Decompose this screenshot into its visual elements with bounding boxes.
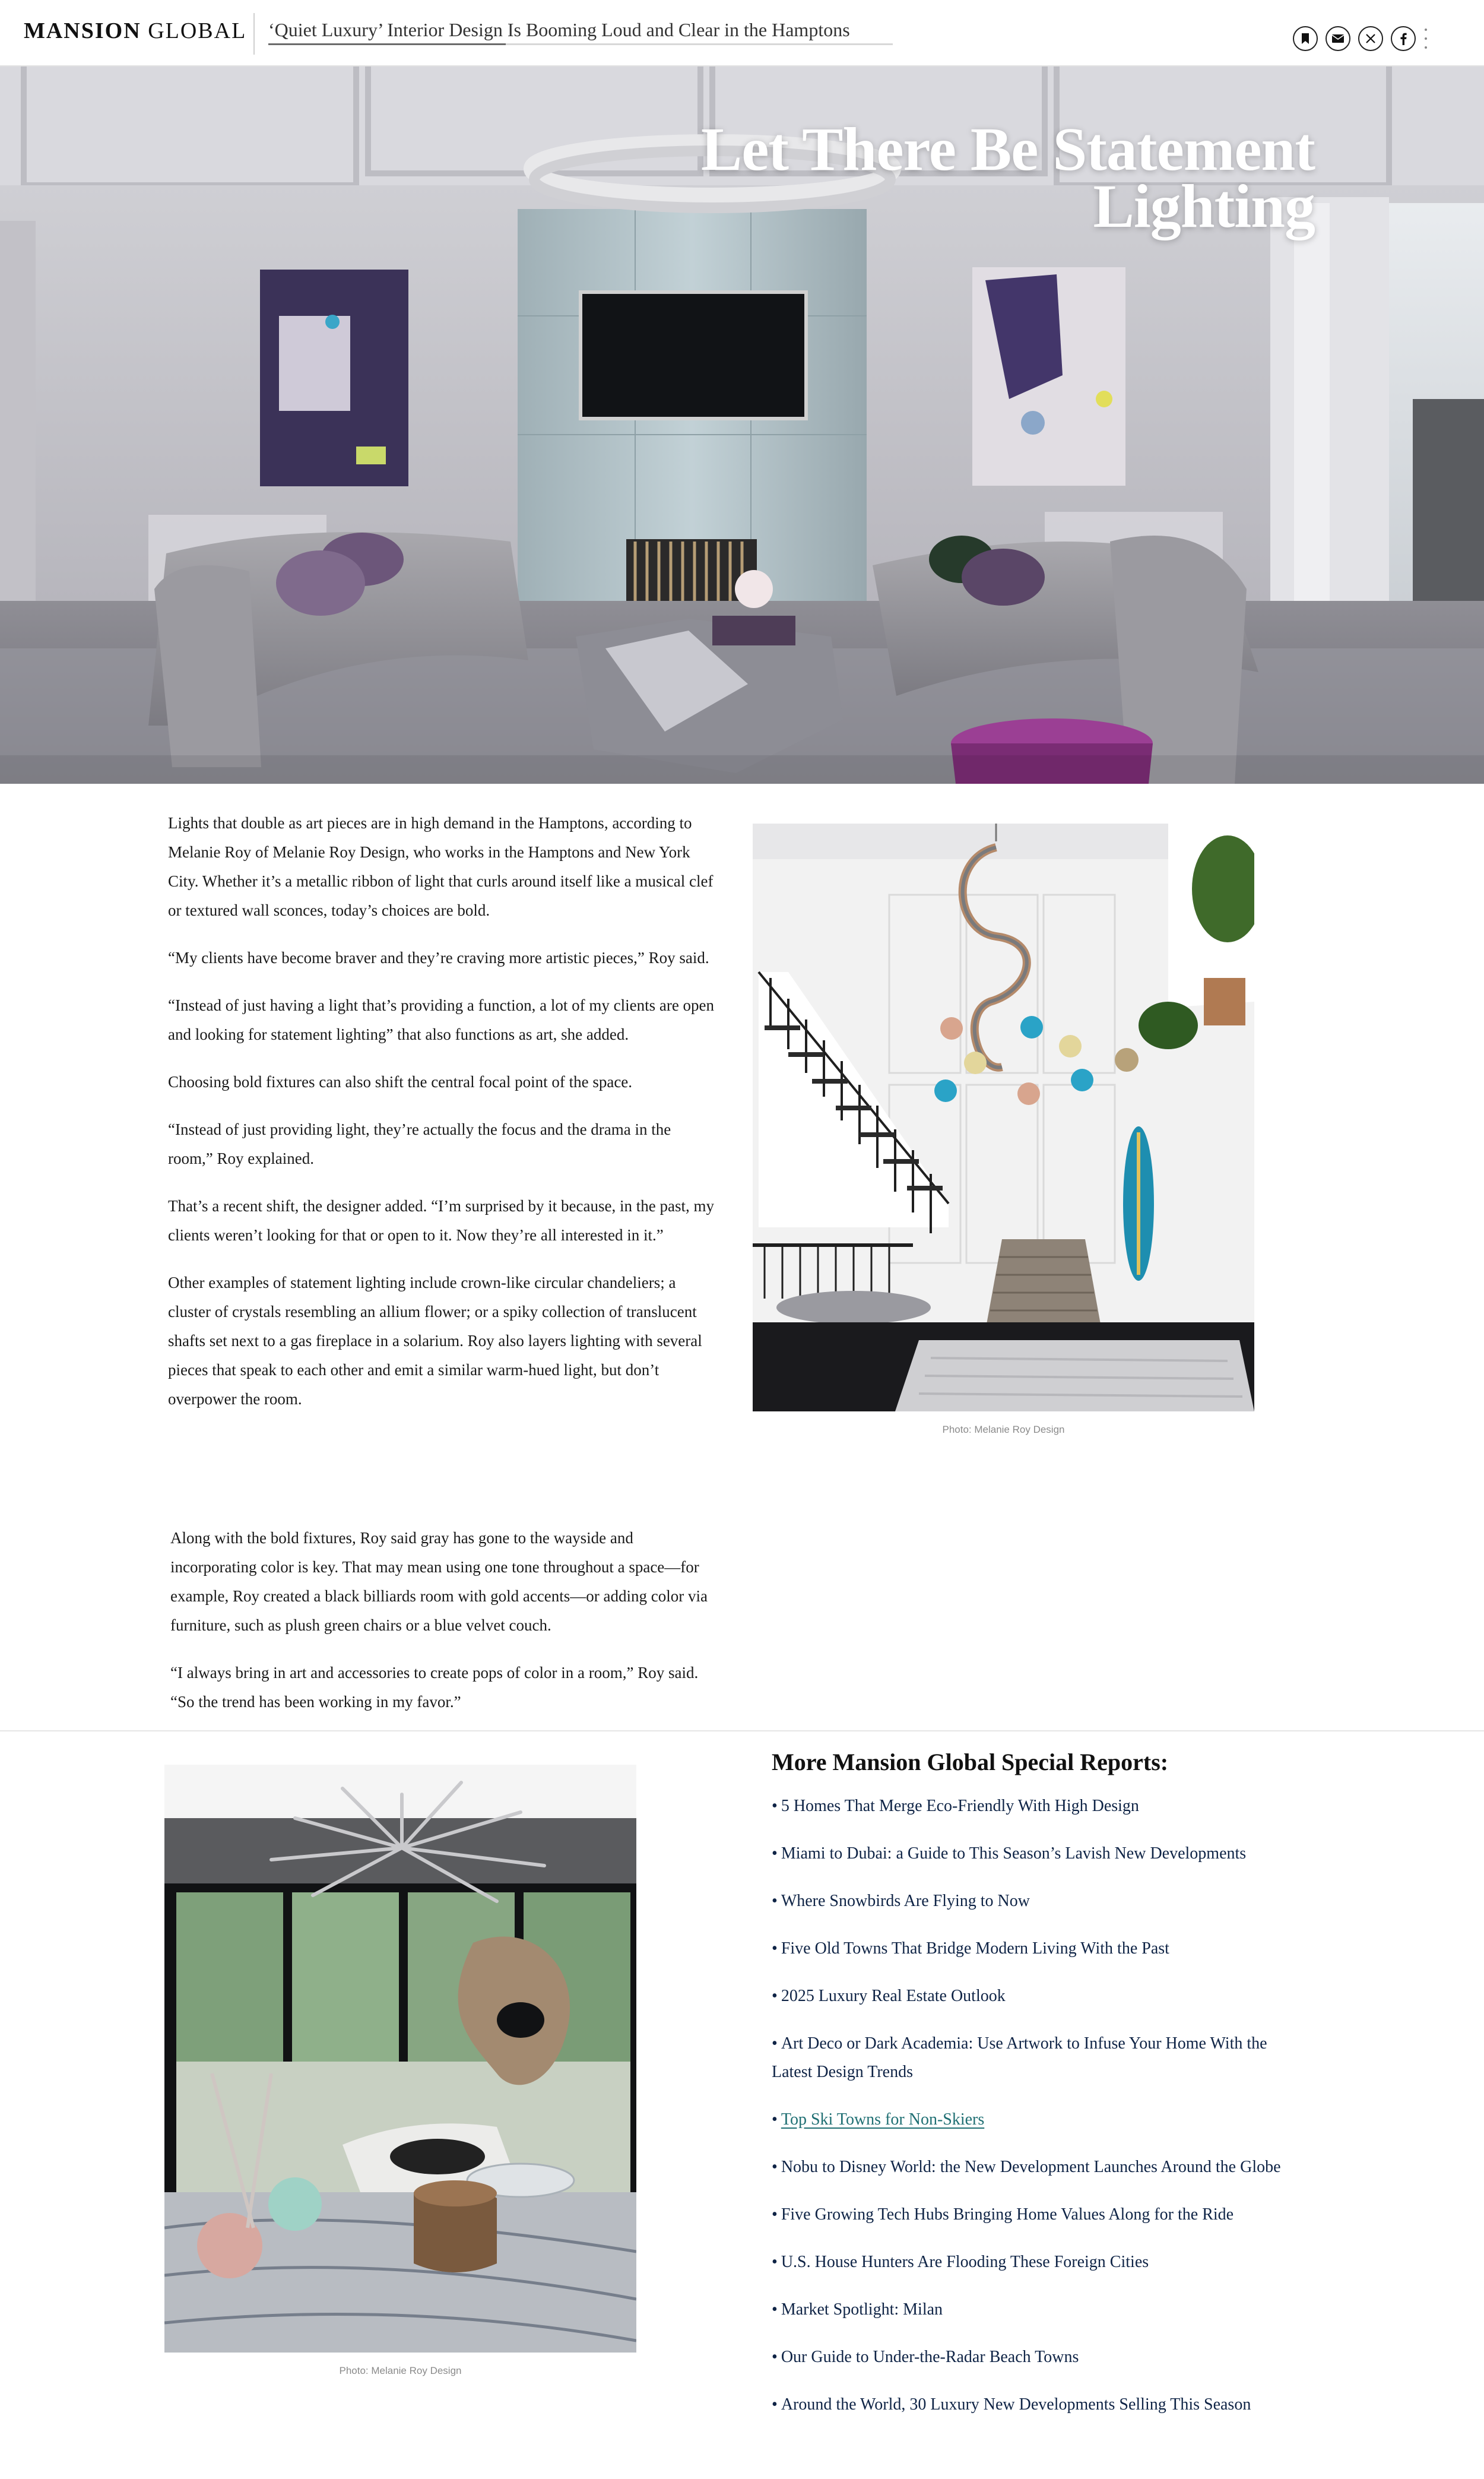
report-link-item (772, 2248, 1306, 2277)
x-icon (1365, 33, 1376, 44)
report-link-item (772, 1887, 1306, 1916)
article-body-bottom (170, 1524, 715, 1735)
email-share-button[interactable] (1326, 26, 1350, 51)
report-link-item (772, 1792, 1306, 1821)
report-link-item (772, 2391, 1306, 2419)
report-link[interactable]: Miami to Dubai: a Guide to This Season’s Lavish New Developments (781, 1844, 1247, 1863)
bookmark-button[interactable] (1293, 26, 1318, 51)
report-link[interactable]: Around the World, 30 Luxury New Developments Selling This Season (781, 2395, 1251, 2414)
more-reports-list (772, 1792, 1306, 2438)
report-link[interactable]: 5 Homes That Merge Eco-Friendly With High Design (781, 1797, 1139, 1815)
report-link[interactable]: Nobu to Disney World: the New Development Launches Around the Globe (781, 2158, 1281, 2176)
bullet: • (772, 1987, 778, 2005)
article-paragraph: “Instead of just providing light, they’re actually the focus and the drama in the room,” Roy explained. (168, 1120, 671, 1167)
article-paragraph: Other examples of statement lighting include crown-like circular chandeliers; a cluster of crystals resembling an allium flower; or a spiky collection of translucent shafts set next to a gas fireplace in a solarium. Roy also layers lighting with several pieces that speak to each other and emit a similar warm-hued light, but don’t overpower the room. (168, 1274, 702, 1408)
bullet: • (772, 2395, 778, 2414)
staircase-photo[interactable] (753, 824, 1254, 1411)
bullet: • (772, 2158, 778, 2176)
report-link-item (772, 2201, 1306, 2229)
header-divider (253, 13, 255, 55)
more-reports-heading: More Mansion Global Special Reports: (772, 1749, 1169, 1775)
bullet: • (772, 1892, 778, 1910)
report-link[interactable]: Market Spotlight: Milan (781, 2300, 943, 2319)
report-link-item (772, 1982, 1306, 2011)
bullet: • (772, 2253, 778, 2271)
logo-bold-text: MANSION (24, 18, 141, 43)
reading-progress-bar (268, 43, 893, 45)
bullet: • (772, 1844, 778, 1863)
report-link-item (772, 2296, 1306, 2324)
article-paragraph: “I always bring in art and accessories to create pops of color in a room,” Roy said. “So the trend has been working in my favor.” (170, 1664, 699, 1711)
report-link-item (772, 1840, 1306, 1868)
bookmark-icon (1301, 33, 1310, 45)
report-link-item (772, 1935, 1306, 1963)
header-article-title: ‘Quiet Luxury’ Interior Design Is Booming Loud and Clear in the Hamptons (268, 19, 850, 40)
article-paragraph: “Instead of just having a light that’s providing a function, a lot of my clients are open and looking for statement lighting” that also functions as art, she added. (168, 996, 715, 1043)
article-paragraph: Lights that double as art pieces are in high demand in the Hamptons, according to Melanie Roy of Melanie Roy Design, who works in the Hamptons and New York City. Whether it’s a metallic ribbon of light that curls around itself like a musical clef or textured wall sconces, today’s choices are bold. (168, 814, 714, 919)
more-icon-dot (1425, 46, 1427, 49)
email-icon (1331, 34, 1345, 43)
reading-progress-fill (268, 43, 506, 45)
article-paragraph: Along with the bold fixtures, Roy said gray has gone to the wayside and incorporating color is key. That may mean using one tone throughout a space—for example, Roy created a black billiards room with gold accents—or adding color via furniture, such as plush green chairs or a blue velvet couch. (170, 1529, 708, 1634)
site-logo[interactable] (24, 18, 246, 44)
report-link[interactable]: Our Guide to Under-the-Radar Beach Towns (781, 2348, 1079, 2366)
report-link[interactable]: Top Ski Towns for Non-Skiers (781, 2110, 985, 2129)
bullet: • (772, 1939, 778, 1958)
article-paragraph: That’s a recent shift, the designer added. “I’m surprised by it because, in the past, my clients weren’t looking for that or open to it. Now they’re all interested in it.” (168, 1197, 714, 1244)
bullet: • (772, 2348, 778, 2366)
more-icon-dot (1425, 37, 1427, 40)
section-divider (0, 1730, 1484, 1731)
hero-banner (0, 67, 1484, 784)
article-body-top (168, 809, 715, 1432)
staircase-image (753, 824, 1254, 1411)
report-link-item (772, 2153, 1306, 2182)
hero-title: Let There Be Statement Lighting (700, 115, 1315, 240)
sunroom-photo-caption: Photo: Melanie Roy Design (339, 2365, 462, 2376)
report-link-item (772, 2343, 1306, 2372)
bullet: • (772, 1797, 778, 1815)
more-icon-dot (1425, 29, 1427, 31)
bullet: • (772, 2205, 778, 2224)
report-link[interactable]: U.S. House Hunters Are Flooding These Foreign Cities (781, 2253, 1149, 2271)
report-link-item-highlighted (772, 2106, 1306, 2134)
facebook-icon (1400, 32, 1407, 45)
facebook-share-button[interactable] (1391, 26, 1416, 51)
site-header (0, 0, 1484, 67)
logo-light-text: GLOBAL (148, 18, 247, 43)
article-paragraph: Choosing bold fixtures can also shift the central focal point of the space. (168, 1073, 633, 1091)
bullet: • (772, 2110, 778, 2129)
report-link[interactable]: Art Deco or Dark Academia: Use Artwork to Infuse Your Home With the Latest Design Trends (772, 2034, 1267, 2081)
more-options-button[interactable] (1422, 29, 1430, 49)
report-link[interactable]: Five Growing Tech Hubs Bringing Home Values Along for the Ride (781, 2205, 1234, 2224)
report-link[interactable]: Five Old Towns That Bridge Modern Living With the Past (781, 1939, 1169, 1958)
report-link[interactable]: 2025 Luxury Real Estate Outlook (781, 1987, 1006, 2005)
sunroom-image (164, 1765, 636, 2353)
report-link[interactable]: Where Snowbirds Are Flying to Now (781, 1892, 1030, 1910)
x-share-button[interactable] (1358, 26, 1383, 51)
bullet: • (772, 2300, 778, 2319)
report-link-item (772, 2030, 1306, 2087)
sunroom-photo[interactable] (164, 1765, 636, 2353)
article-paragraph: “My clients have become braver and they’re craving more artistic pieces,” Roy said. (168, 949, 709, 967)
bullet: • (772, 2034, 778, 2053)
staircase-photo-caption: Photo: Melanie Roy Design (942, 1424, 1065, 1435)
